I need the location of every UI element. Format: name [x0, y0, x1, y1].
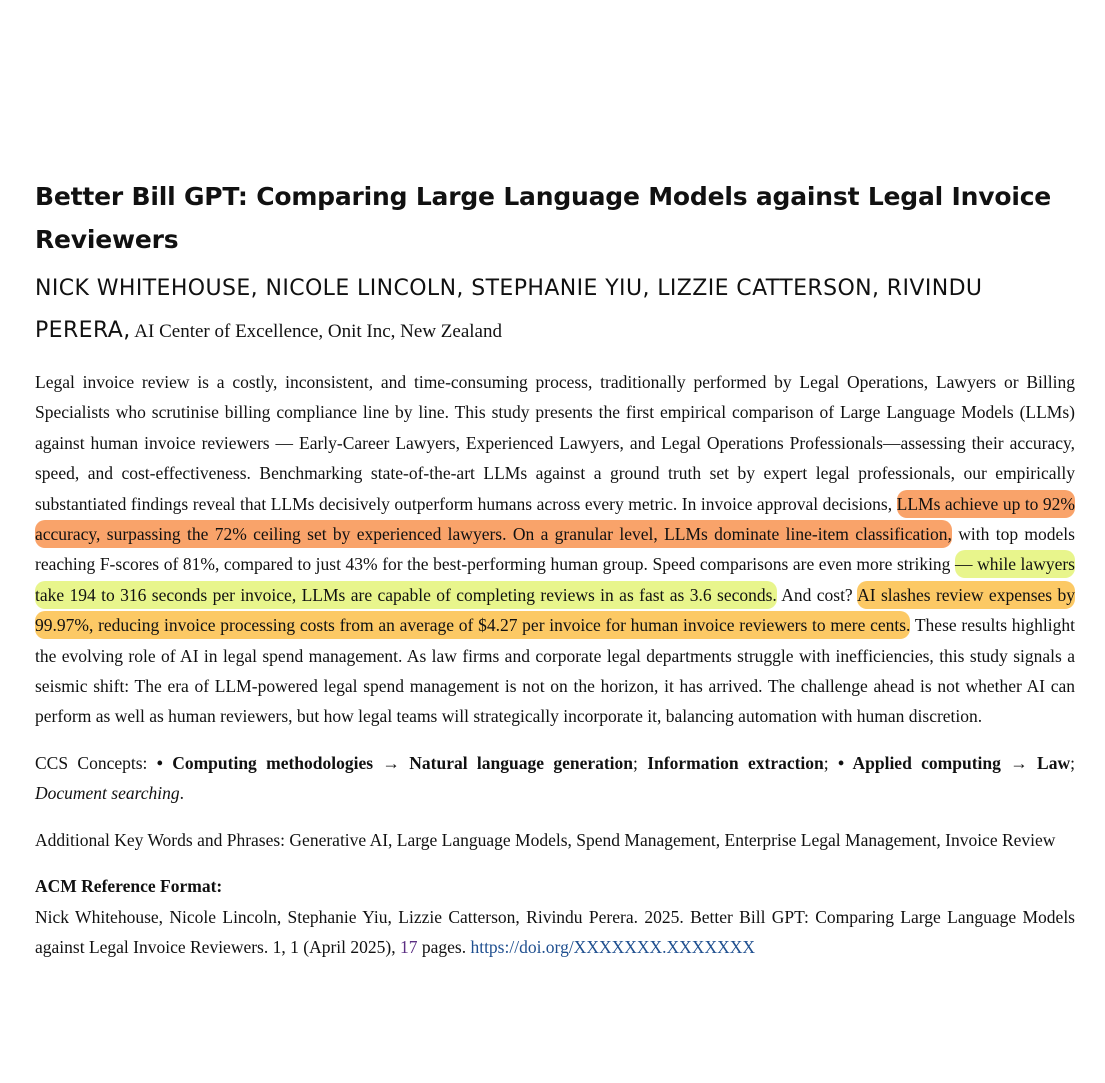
ccs-bullet-1: •: [156, 752, 173, 773]
abstract-text-1: Legal invoice review is a costly, inconsistent, and time-consuming process, traditionally performed by Legal Operations, Lawyers or Billing Specialists who scrutinise billing compliance line by line. This study presents the first empirical comparison of Large Language Models (LLMs) against human invoice reviewers — Early-Career Lawyers, Experienced Lawyers, and Legal Operations Professionals—assessing their accuracy, speed, and cost-effectiveness. Benchmarking state-of-the-art LLMs against a ground truth set by expert legal professionals, our empirically substantiated findings reveal that LLMs decisively outperform humans across every metric. In invoice approval decisions,: [35, 372, 1075, 514]
highlight-speed: — while lawyers take 194 to 316 seconds per invoice, LLMs are capable of completing reviews in as fast as 3.6 seconds.: [35, 550, 1075, 608]
page-count-link[interactable]: 17: [399, 936, 418, 957]
ccs-concept-1: Computing methodologies → Natural language generation: [172, 752, 634, 773]
ccs-bullet-2: •: [837, 752, 853, 773]
keywords-text: Generative AI, Large Language Models, Spend Management, Enterprise Legal Management, Invoice Review: [289, 829, 1056, 850]
ccs-concept-2: Information extraction: [647, 752, 824, 773]
keywords: [35, 825, 1075, 855]
reference-citation: [35, 902, 1075, 963]
ccs-sep-1: ;: [633, 752, 648, 773]
ccs-concept-3: Applied computing → Law: [852, 752, 1071, 773]
abstract-text-2: with top models reaching F-scores of 81%, compared to just 43% for the best-performing human group. Speed comparisons are even more striking: [35, 524, 1075, 575]
doi-link[interactable]: https://doi.org/XXXXXXX.XXXXXXX: [470, 936, 755, 957]
paper-title: Better Bill GPT: Comparing Large Language Models against Legal Invoice Reviewers: [35, 182, 1052, 254]
author-list: NICK WHITEHOUSE, NICOLE LINCOLN, STEPHANIE YIU, LIZZIE CATTERSON, RIVINDU PERERA,: [35, 276, 983, 343]
ccs-sep-3: ;: [1070, 752, 1075, 773]
author-block: [35, 269, 1075, 353]
ccs-concepts: [35, 748, 1075, 809]
pages-suffix: pages.: [417, 936, 471, 957]
abstract-text-4: These results highlight the evolving role of AI in legal spend management. As law firms and corporate legal departments struggle with inefficiencies, this study signals a seismic shift: The era of LLM-powered legal spend management is not on the horizon, it has arrived. The challenge ahead is not whether AI can perform as well as human reviewers, but how legal teams will strategically incorporate it, balancing automation with human discretion.: [35, 615, 1076, 727]
ccs-concept-4: Document searching: [35, 783, 180, 804]
highlight-cost: AI slashes review expenses by 99.97%, reducing invoice processing costs from an average of $4.27 per invoice for human invoice reviewers to mere cents.: [35, 581, 1075, 639]
affiliation: AI Center of Excellence, Onit Inc, New Zealand: [130, 321, 502, 342]
keywords-label: Additional Key Words and Phrases:: [35, 829, 290, 850]
abstract-text-3: And cost?: [776, 584, 858, 605]
reference-heading: ACM Reference Format:: [35, 876, 223, 897]
paper-page: [35, 175, 1075, 962]
citation-text: Nick Whitehouse, Nicole Lincoln, Stephanie Yiu, Lizzie Catterson, Rivindu Perera. 2025. Better Bill GPT: Comparing Large Language Models against Legal Invoice Reviewers. 1, 1 (April 2025),: [35, 906, 1075, 957]
abstract: [35, 367, 1075, 732]
ccs-label: CCS Concepts:: [35, 752, 157, 773]
ccs-sep-2: ;: [823, 752, 838, 773]
ccs-end: .: [179, 783, 185, 804]
highlight-accuracy: LLMs achieve up to 92% accuracy, surpassing the 72% ceiling set by experienced lawyers. On a granular level, LLMs dominate line-item classification,: [35, 490, 1075, 548]
